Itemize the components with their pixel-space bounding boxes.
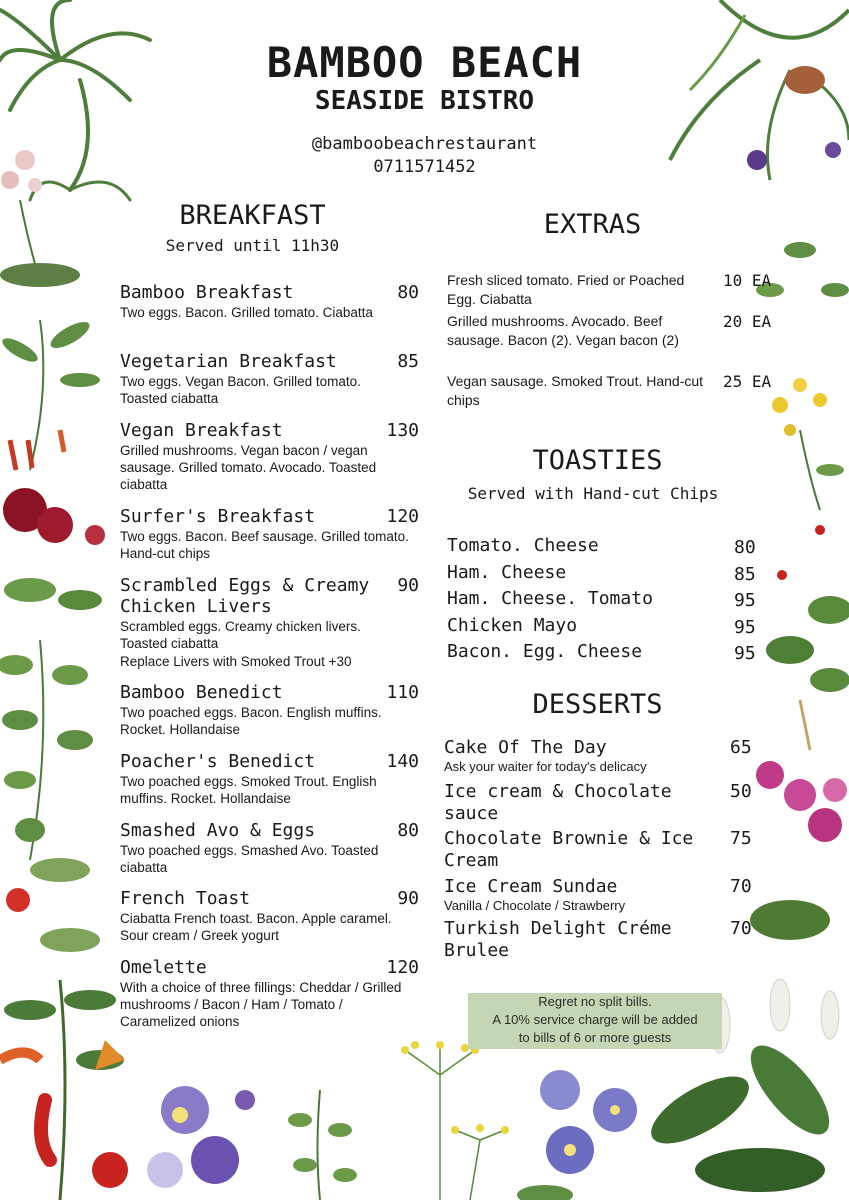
dessert-price: 65 xyxy=(730,737,752,758)
restaurant-subtitle: SEASIDE BISTRO xyxy=(314,86,535,116)
item-description: Two eggs. Vegan Bacon. Grilled tomato. Toasted ciabatta xyxy=(120,374,361,406)
item-description: Two poached eggs. Smoked Trout. English muffins. Rocket. Hollandaise xyxy=(120,774,377,806)
item-price: 130 xyxy=(386,420,419,441)
extras-item xyxy=(447,312,787,350)
item-description: Scrambled eggs. Creamy chicken livers. Toasted ciabatta xyxy=(120,619,361,651)
item-price: 120 xyxy=(386,957,419,978)
purple-pansy-icon xyxy=(147,1086,255,1188)
restaurant-title: BAMBOO BEACH xyxy=(266,38,583,87)
toastie-item xyxy=(447,562,767,583)
item-name: Poacher's Benedict xyxy=(120,751,316,772)
extras-description: Fresh sliced tomato. Fried or Poached Egg. Ciabatta xyxy=(447,272,685,307)
chili-bottom-left-icon xyxy=(0,980,128,1200)
toastie-price: 95 xyxy=(734,590,756,611)
item-price: 120 xyxy=(386,506,419,527)
red-pansy-icon xyxy=(3,488,105,610)
menu-item xyxy=(120,420,425,493)
dessert-name: Turkish Delight Créme Brulee xyxy=(444,918,672,961)
item-description: Two poached eggs. Bacon. English muffins. Rocket. Hollandaise xyxy=(120,705,382,737)
item-price: 80 xyxy=(397,282,419,303)
notice-line: to bills of 6 or more guests xyxy=(518,1030,672,1045)
item-name: French Toast xyxy=(120,888,251,909)
item-price: 90 xyxy=(397,575,419,596)
toastie-name: Tomato. Cheese xyxy=(447,535,599,556)
toastie-name: Chicken Mayo xyxy=(447,615,578,636)
extras-description: Grilled mushrooms. Avocado. Beef sausage. Bacon (2). Vegan bacon (2) xyxy=(447,313,679,348)
mint-plant-icon xyxy=(0,640,93,860)
toastie-item xyxy=(447,615,767,636)
dessert-price: 50 xyxy=(730,781,752,802)
menu-item xyxy=(120,351,425,407)
dessert-name: Chocolate Brownie & Ice Cream xyxy=(444,828,694,871)
strawberry-plant-icon xyxy=(6,858,100,952)
dessert-item xyxy=(444,918,774,962)
menu-item xyxy=(120,820,425,876)
extras-item xyxy=(447,372,787,410)
dessert-item xyxy=(444,876,774,914)
toastie-item xyxy=(447,641,767,662)
dessert-item xyxy=(444,781,774,825)
extras-item xyxy=(447,271,787,309)
item-name: Surfer's Breakfast xyxy=(120,506,316,527)
toastie-item xyxy=(447,535,767,556)
dessert-name: Ice Cream Sundae xyxy=(444,876,618,897)
extras-price: 25 EA xyxy=(723,372,772,391)
dessert-price: 70 xyxy=(730,918,752,939)
breakfast-heading: BREAKFAST xyxy=(179,200,326,231)
extras-description: Vegan sausage. Smoked Trout. Hand-cut chips xyxy=(447,373,704,408)
toastie-price: 95 xyxy=(734,643,756,664)
item-description: Two poached eggs. Smashed Avo. Toasted ciabatta xyxy=(120,843,379,875)
dessert-name: Ice cream & Chocolate sauce xyxy=(444,781,672,824)
item-description: Two eggs. Bacon. Beef sausage. Grilled tomato. Hand-cut chips xyxy=(120,529,409,561)
dessert-item xyxy=(444,737,774,775)
extras-price: 20 EA xyxy=(723,312,772,331)
item-name: Scrambled Eggs & Creamy Chicken Livers xyxy=(120,575,370,617)
item-name: Vegetarian Breakfast xyxy=(120,351,337,372)
toastie-price: 85 xyxy=(734,564,756,585)
item-name: Bamboo Breakfast xyxy=(120,282,294,303)
item-description: Grilled mushrooms. Vegan bacon / vegan sausage. Grilled tomato. Avocado. Toasted ciabatta xyxy=(120,443,377,492)
dessert-price: 75 xyxy=(730,828,752,849)
extras-heading: EXTRAS xyxy=(543,209,642,240)
notice-line: A 10% service charge will be added xyxy=(492,1012,698,1027)
notice-line: Regret no split bills. xyxy=(538,994,652,1009)
menu-item xyxy=(120,957,425,1030)
toastie-price: 95 xyxy=(734,617,756,638)
item-description: With a choice of three fillings: Cheddar / Grilled mushrooms / Bacon / Ham / Tomato / Caramelized onions xyxy=(120,980,402,1029)
item-price: 110 xyxy=(386,682,419,703)
toasties-heading: TOASTIES xyxy=(532,445,663,476)
dessert-description: Vanilla / Chocolate / Strawberry xyxy=(444,898,626,913)
dessert-description: Ask your waiter for today's delicacy xyxy=(444,759,647,774)
item-price: 85 xyxy=(397,351,419,372)
toastie-name: Bacon. Egg. Cheese xyxy=(447,641,643,662)
dill-flower-icon xyxy=(401,1041,509,1200)
item-description: Ciabatta French toast. Bacon. Apple caramel. Sour cream / Greek yogurt xyxy=(120,911,392,943)
toasties-served-note: Served with Hand-cut Chips xyxy=(467,484,719,503)
social-handle: @bamboobeachrestaurant xyxy=(311,134,538,154)
item-name: Bamboo Benedict xyxy=(120,682,283,703)
menu-item xyxy=(120,506,425,562)
toastie-item xyxy=(447,588,767,609)
menu-item xyxy=(120,575,425,670)
menu-item xyxy=(120,682,425,738)
toastie-price: 80 xyxy=(734,537,756,558)
menu-item xyxy=(120,751,425,807)
item-price: 140 xyxy=(386,751,419,772)
item-name: Omelette xyxy=(120,957,207,978)
item-description: Two eggs. Bacon. Grilled tomato. Ciabatta xyxy=(120,305,373,320)
toastie-name: Ham. Cheese. Tomato xyxy=(447,588,653,609)
desserts-heading: DESSERTS xyxy=(532,689,663,720)
billing-notice xyxy=(468,993,722,1049)
phone-number: 0711571452 xyxy=(373,157,476,177)
item-price: 80 xyxy=(397,820,419,841)
item-name: Smashed Avo & Eggs xyxy=(120,820,316,841)
menu-item xyxy=(120,282,425,321)
item-substitution-note: Replace Livers with Smoked Trout +30 xyxy=(120,654,352,669)
toastie-name: Ham. Cheese xyxy=(447,562,567,583)
breakfast-served-note: Served until 11h30 xyxy=(165,236,340,255)
extras-price: 10 EA xyxy=(723,271,772,290)
dessert-name: Cake Of The Day xyxy=(444,737,607,758)
dessert-price: 70 xyxy=(730,876,752,897)
herb-plant-icon xyxy=(288,1090,357,1200)
dessert-item xyxy=(444,828,774,872)
item-price: 90 xyxy=(397,888,419,909)
item-name: Vegan Breakfast xyxy=(120,420,283,441)
strawberry-plant-right-icon xyxy=(766,525,849,750)
chili-plant-icon xyxy=(0,317,100,470)
blue-pansy-icon xyxy=(517,1070,637,1200)
menu-item xyxy=(120,888,425,944)
